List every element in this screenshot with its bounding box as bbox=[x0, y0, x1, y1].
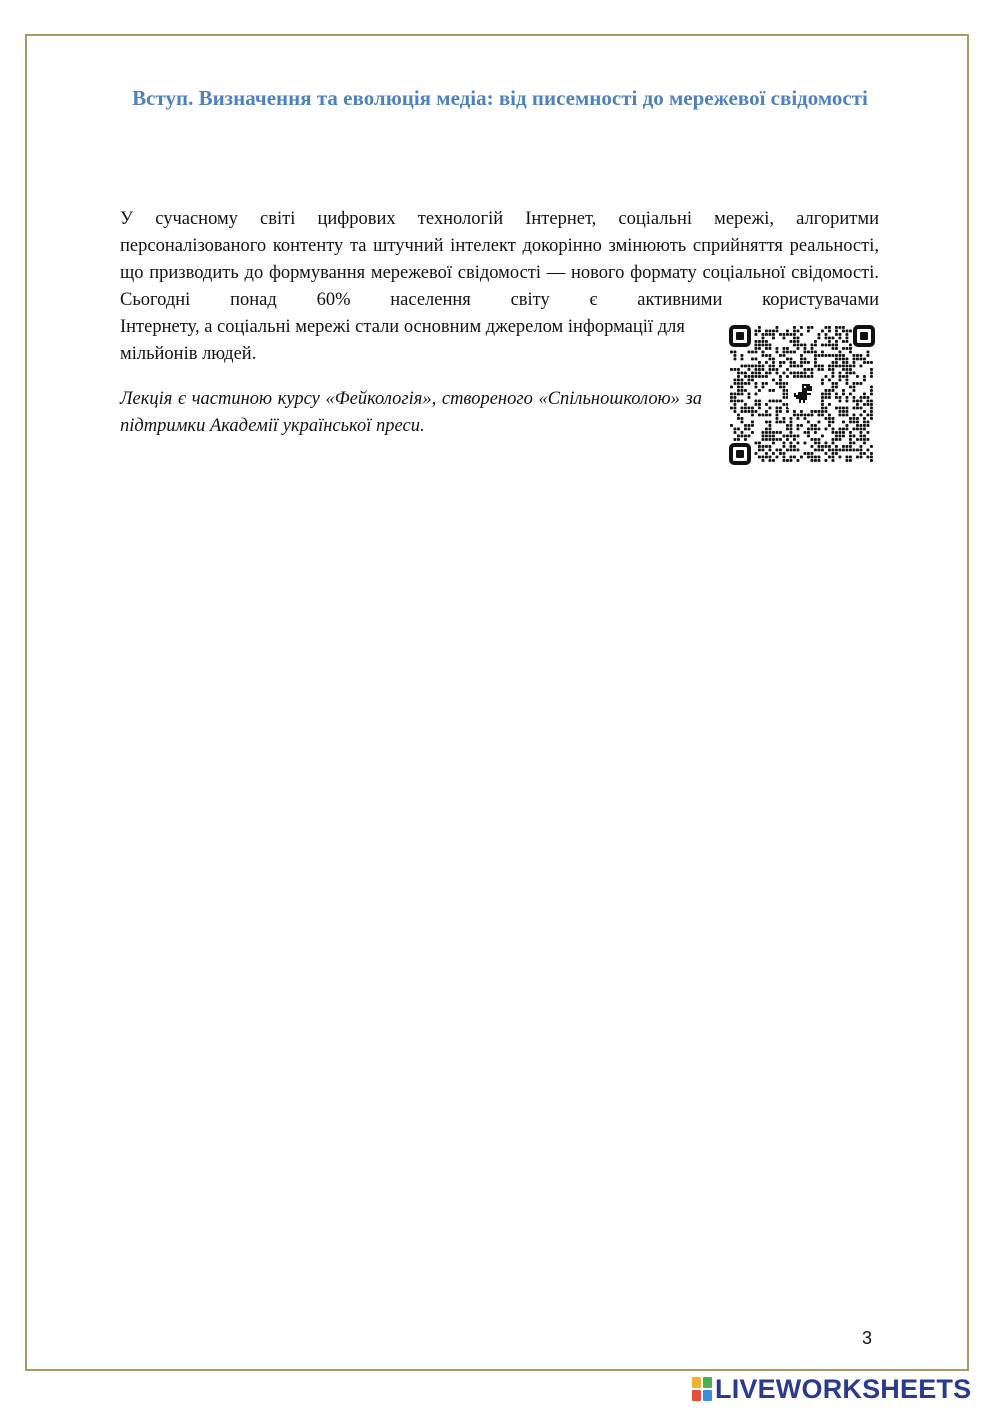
intro-paragraph-continuation: Інтернету, а соціальні мережі стали основним джерелом інформації для мільйонів людей. bbox=[120, 317, 685, 364]
liveworksheets-logo-text: LIVEWORKSHEETS bbox=[715, 1373, 972, 1404]
intro-paragraph: У сучасному світі цифрових технологій Інтернет, соціальні мережі, алгоритми персоналізованого контенту та штучний інтелект докорінно змінюють сприйняття реальності, що призводить до формування мережевої свідомості — нового формату соціальної свідомості. Сьогодні понад 60% населення світу є активними користувачами bbox=[120, 209, 879, 310]
page-title: Вступ. Визначення та еволюція медіа: від писемності до мережевої свідомості bbox=[132, 86, 868, 110]
page-number: 3 bbox=[862, 1328, 873, 1348]
course-note: Лекція є частиною курсу «Фейкологія», створеного «Спільношколою» за підтримки Академії української преси. bbox=[120, 389, 702, 436]
qr-code-icon[interactable] bbox=[728, 324, 876, 466]
liveworksheets-tiles-icon bbox=[692, 1377, 712, 1401]
dinosaur-icon bbox=[788, 380, 816, 408]
liveworksheets-logo[interactable] bbox=[692, 1374, 971, 1404]
